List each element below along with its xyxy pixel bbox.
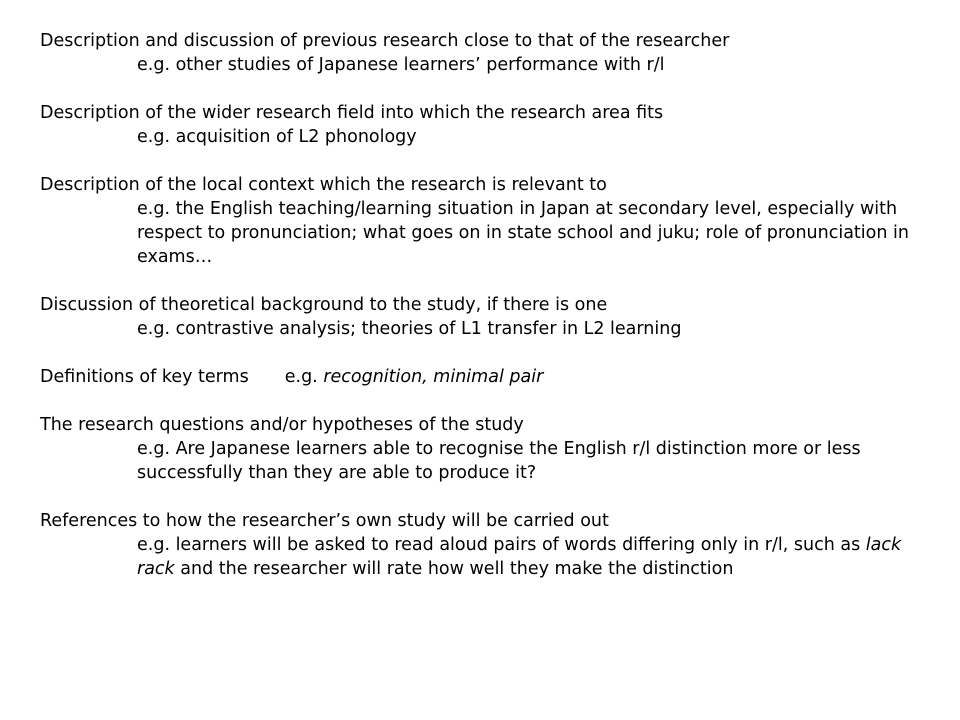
section-local-context: [40, 173, 940, 269]
section-research-questions: [40, 413, 940, 485]
section-heading: Description of the wider research field into which the research area fits: [40, 103, 664, 123]
section-example: e.g. the English teaching/learning situation in Japan at secondary level, especially with respect to pronunciation; what goes on in state school and juku; role of pronunciation in exams…: [137, 199, 909, 267]
section-wider-field: [40, 101, 940, 149]
section-example: [285, 365, 544, 389]
section-example: e.g. acquisition of L2 phonology: [137, 127, 417, 147]
section-example: [40, 533, 917, 581]
example-terms: recognition, minimal pair: [323, 367, 544, 387]
section-previous-research: [40, 29, 940, 77]
section-heading-inline: [40, 365, 940, 389]
section-heading: The research questions and/or hypotheses of the study: [40, 415, 524, 435]
section-theoretical-background: [40, 293, 940, 341]
section-example: e.g. contrastive analysis; theories of L1 transfer in L2 learning: [137, 319, 682, 339]
section-heading: Discussion of theoretical background to the study, if there is one: [40, 295, 608, 315]
section-example: e.g. other studies of Japanese learners’ performance with r/l: [137, 55, 665, 75]
section-own-study: [40, 509, 940, 581]
section-heading: References to how the researcher’s own study will be carried out: [40, 511, 609, 531]
section-example: e.g. Are Japanese learners able to recognise the English r/l distinction more or less successfully than they are able to produce it?: [137, 439, 861, 483]
example-word-pair: lack rack: [137, 535, 902, 579]
slide-content: [40, 29, 940, 605]
example-text-part1: e.g. learners will be asked to read aloud pairs of words differing only in r/l, such as: [137, 535, 866, 555]
section-heading: Description of the local context which the research is relevant to: [40, 175, 607, 195]
example-text-part2: and the researcher will rate how well they make the distinction: [174, 559, 734, 579]
section-heading: Description and discussion of previous research close to that of the researcher: [40, 31, 730, 51]
section-key-terms: [40, 365, 940, 389]
section-heading: Definitions of key terms: [40, 367, 249, 387]
example-prefix: e.g.: [284, 367, 324, 387]
